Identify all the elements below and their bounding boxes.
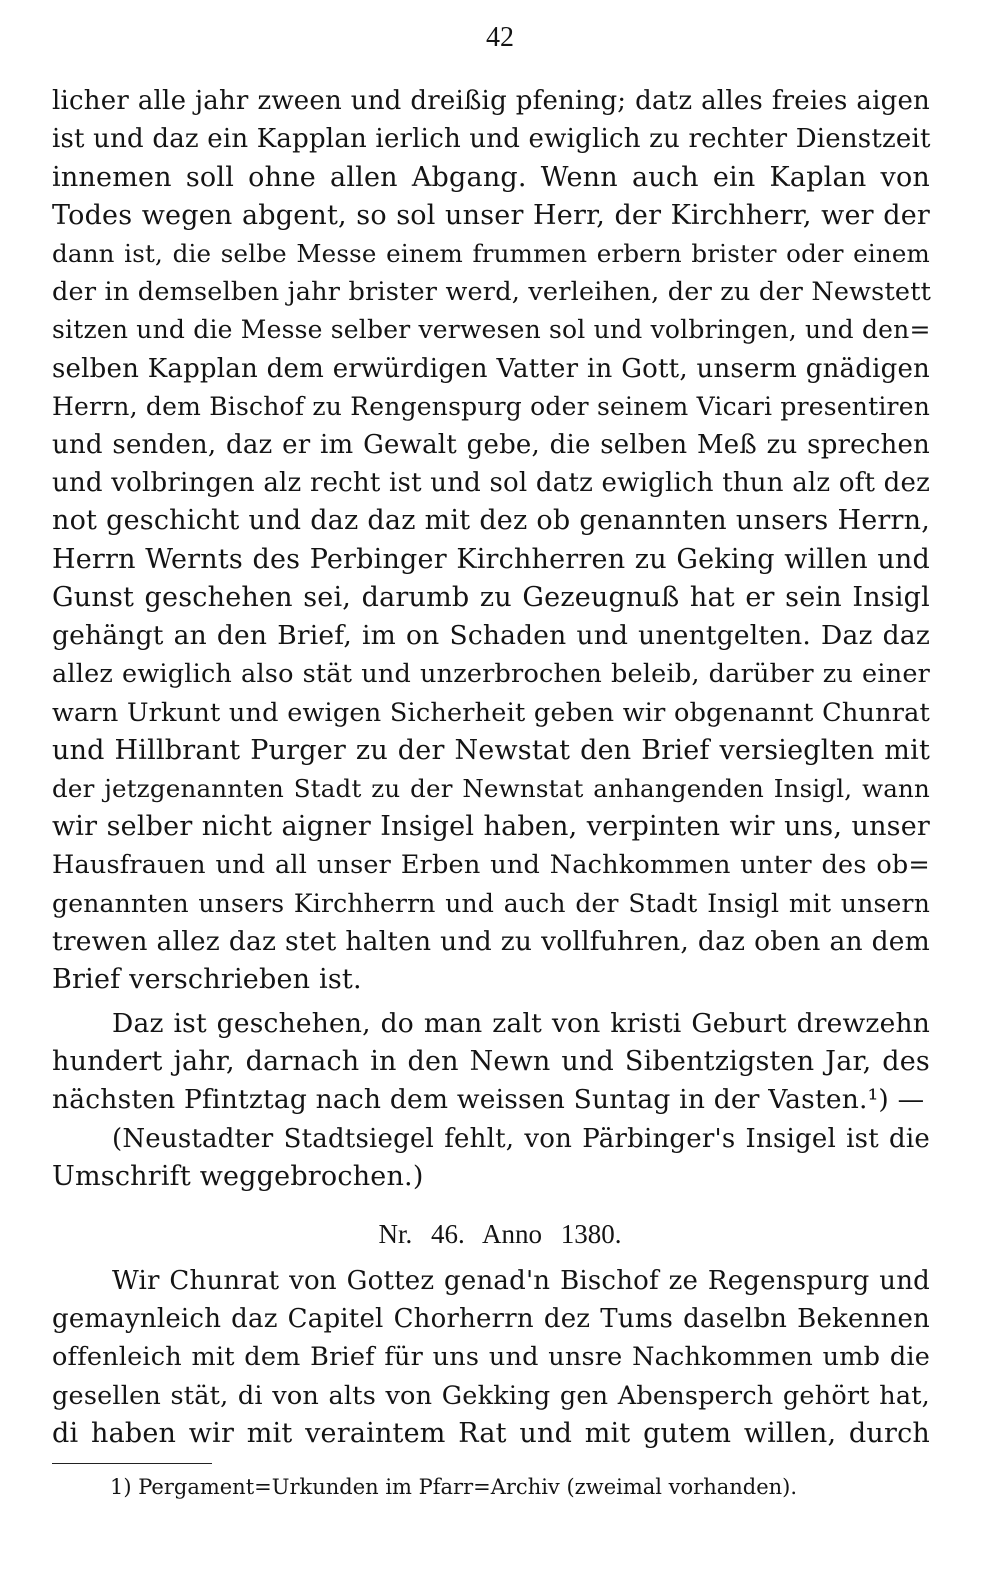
text-line: innemen soll ohne allen Abgang. Wenn auch ein Kaplan von (52, 162, 930, 193)
text-line: di haben wir mit veraintem Rat und mit gutem willen, durch (52, 1418, 930, 1449)
text-line: Daz ist geschehen, do man zalt von kristi Geburt drewzehn (112, 1008, 930, 1039)
text-line: wir selber nicht aigner Insigel haben, verpinten wir uns, unser (52, 811, 930, 842)
text-line: Herrn Wernts des Perbinger Kirchherren zu Geking willen und (52, 544, 930, 575)
text-line: selben Kapplan dem erwürdigen Vatter in Gott, unserm gnädigen (52, 354, 930, 384)
text-line: allez ewiglich also stät und unzerbrochen beleib, darüber zu einer (52, 659, 930, 689)
text-line: offenleich mit dem Brief für uns und unsre Nachkommen umb die (52, 1342, 930, 1372)
text-line: gesellen stät, di von alts von Gekking gen Abensperch gehört hat, (52, 1381, 930, 1411)
text-line: not geschicht und daz daz mit dez ob genannten unsers Herrn, (52, 505, 930, 536)
text-line: gemaynleich daz Capitel Chorherrn dez Tums daselbn Bekennen (52, 1304, 930, 1334)
text-line: gehängt an den Brief, im on Schaden und unentgelten. Daz daz (52, 620, 930, 651)
text-line: und Hillbrant Purger zu der Newstat den Brief versieglten mit (52, 735, 930, 766)
text-line: Gunst geschehen sei, darumb zu Gezeugnuß hat er sein Insigl (52, 582, 930, 613)
text-line: licher alle jahr zween und dreißig pfening; datz alles freies aigen (52, 86, 930, 116)
text-line: (Neustadter Stadtsiegel fehlt, von Pärbinger's Insigel ist die (112, 1124, 930, 1154)
text-line: Umschrift weggebrochen.) (52, 1161, 424, 1192)
text-line: trewen allez daz stet halten und zu vollfuhren, daz oben an dem (52, 926, 930, 957)
text-line: hundert jahr, darnach in den Newn und Sibentzigsten Jar, des (52, 1046, 930, 1077)
text-line: Wir Chunrat von Gottez genad'n Bischof ze Regenspurg und (112, 1266, 930, 1296)
page-number: 42 (486, 22, 514, 53)
footnote: 1) Pergament=Urkunden im Pfarr=Archiv (zweimal vorhanden). (110, 1475, 798, 1499)
text-line: dann ist, die selbe Messe einem frummen erbern brister oder einem (52, 239, 930, 268)
text-line: und senden, daz er im Gewalt gebe, die selben Meß zu sprechen (52, 430, 930, 460)
text-line: warn Urkunt und ewigen Sicherheit geben wir obgenannt Chunrat (52, 698, 930, 728)
text-line: sitzen und die Messe selber verwesen sol und volbringen, und den= (52, 315, 931, 344)
text-line: Todes wegen abgent, so sol unser Herr, der Kirchherr, wer der (52, 200, 930, 231)
footnote-divider (52, 1463, 212, 1464)
text-line: ist und daz ein Kapplan ierlich und ewiglich zu rechter Dienstzeit (52, 124, 931, 154)
text-line: genannten unsers Kirchherrn und auch der Stadt Insigl mit unsern (52, 889, 930, 918)
text-line: und volbringen alz recht ist und sol datz ewiglich thun alz oft dez (52, 468, 930, 498)
text-line: Hausfrauen und all unser Erben und Nachkommen unter des ob= (52, 850, 930, 880)
section-heading: Nr. 46. Anno 1380. (378, 1219, 622, 1249)
text-line: Brief verschrieben ist. (52, 964, 362, 995)
text-line: Herrn, dem Bischof zu Rengenspurg oder seinem Vicari presentiren (52, 392, 930, 421)
text-line: der in demselben jahr brister werd, verleihen, der zu der Newstett (52, 277, 932, 307)
text-line: der jetzgenannten Stadt zu der Newnstat anhangenden Insigl, wann (52, 774, 930, 803)
text-line: nächsten Pfintztag nach dem weissen Suntag in der Vasten.¹) — (52, 1084, 925, 1115)
